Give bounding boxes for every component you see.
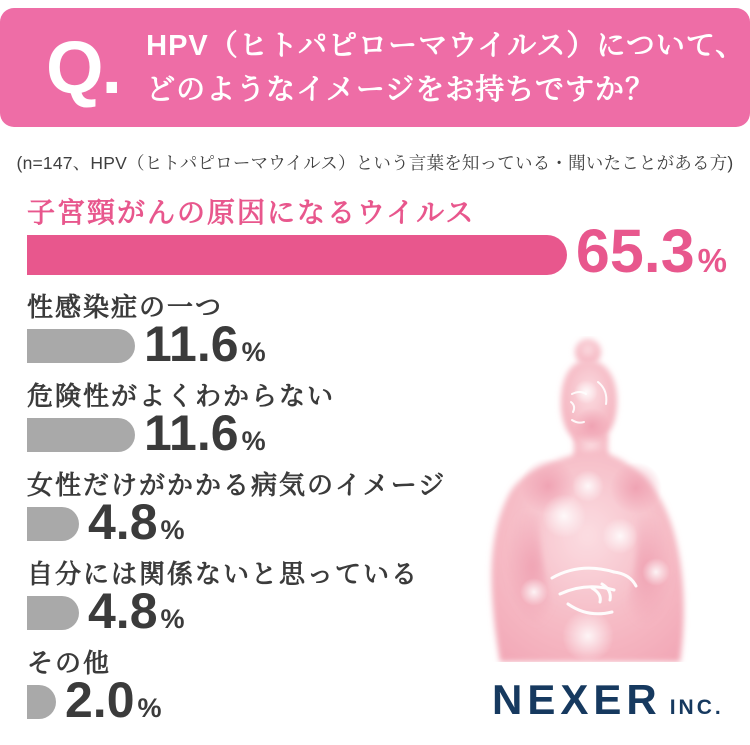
value-number: 11.6 [144, 315, 239, 372]
bar-line [27, 582, 727, 639]
bar [27, 507, 79, 541]
bar [27, 418, 135, 452]
percent-sign: % [241, 425, 266, 456]
bar-chart [27, 196, 727, 736]
question-header [0, 8, 750, 127]
value-label [144, 404, 266, 461]
percent-sign: % [137, 692, 162, 723]
bar [27, 685, 56, 719]
bar [27, 329, 135, 363]
category-label: 女性だけがかかる病気のイメージ [27, 470, 447, 500]
bar-line [27, 493, 727, 550]
category-label: 危険性がよくわからない [27, 381, 336, 411]
nexer-logo [492, 676, 737, 722]
q-mark: Q. [46, 25, 121, 109]
question-line-2: どのようなイメージをお持ちですか？ [146, 73, 655, 106]
bar-line [27, 404, 727, 461]
chart-row [27, 196, 727, 285]
value-label [575, 217, 727, 285]
value-number: 11.6 [144, 404, 239, 461]
nexer-logo-text: NEXER [492, 676, 662, 723]
value-number: 2.0 [65, 671, 135, 728]
bar [27, 235, 567, 275]
percent-sign: % [241, 336, 266, 367]
value-number: 65.3 [575, 217, 695, 285]
chart-row [27, 469, 727, 550]
percent-sign: % [697, 242, 727, 279]
chart-row [27, 291, 727, 372]
chart-row [27, 380, 727, 461]
value-label [88, 493, 185, 550]
category-label: その他 [27, 648, 112, 678]
chart-row [27, 558, 727, 639]
bar-line [27, 217, 727, 285]
bar [27, 596, 79, 630]
bar-line [27, 315, 727, 372]
question-line-1: HPV（ヒトパピローマウイルス）について、 [146, 29, 746, 62]
value-label [144, 315, 266, 372]
value-number: 4.8 [88, 582, 158, 639]
percent-sign: % [160, 514, 185, 545]
value-label [88, 582, 185, 639]
sample-note: (n=147、HPV（ヒトパピローマウイルス）という言葉を知っている・聞いたことがある方) [16, 153, 734, 173]
nexer-logo-inc: INC. [669, 696, 724, 719]
question-text [146, 24, 745, 112]
value-number: 4.8 [88, 493, 158, 550]
percent-sign: % [160, 603, 185, 634]
value-label [65, 671, 162, 728]
category-label: 性感染症の一つ [27, 292, 224, 322]
category-label: 自分には関係ないと思っている [27, 559, 420, 589]
category-label: 子宮頸がんの原因になるウイルス [27, 197, 476, 228]
